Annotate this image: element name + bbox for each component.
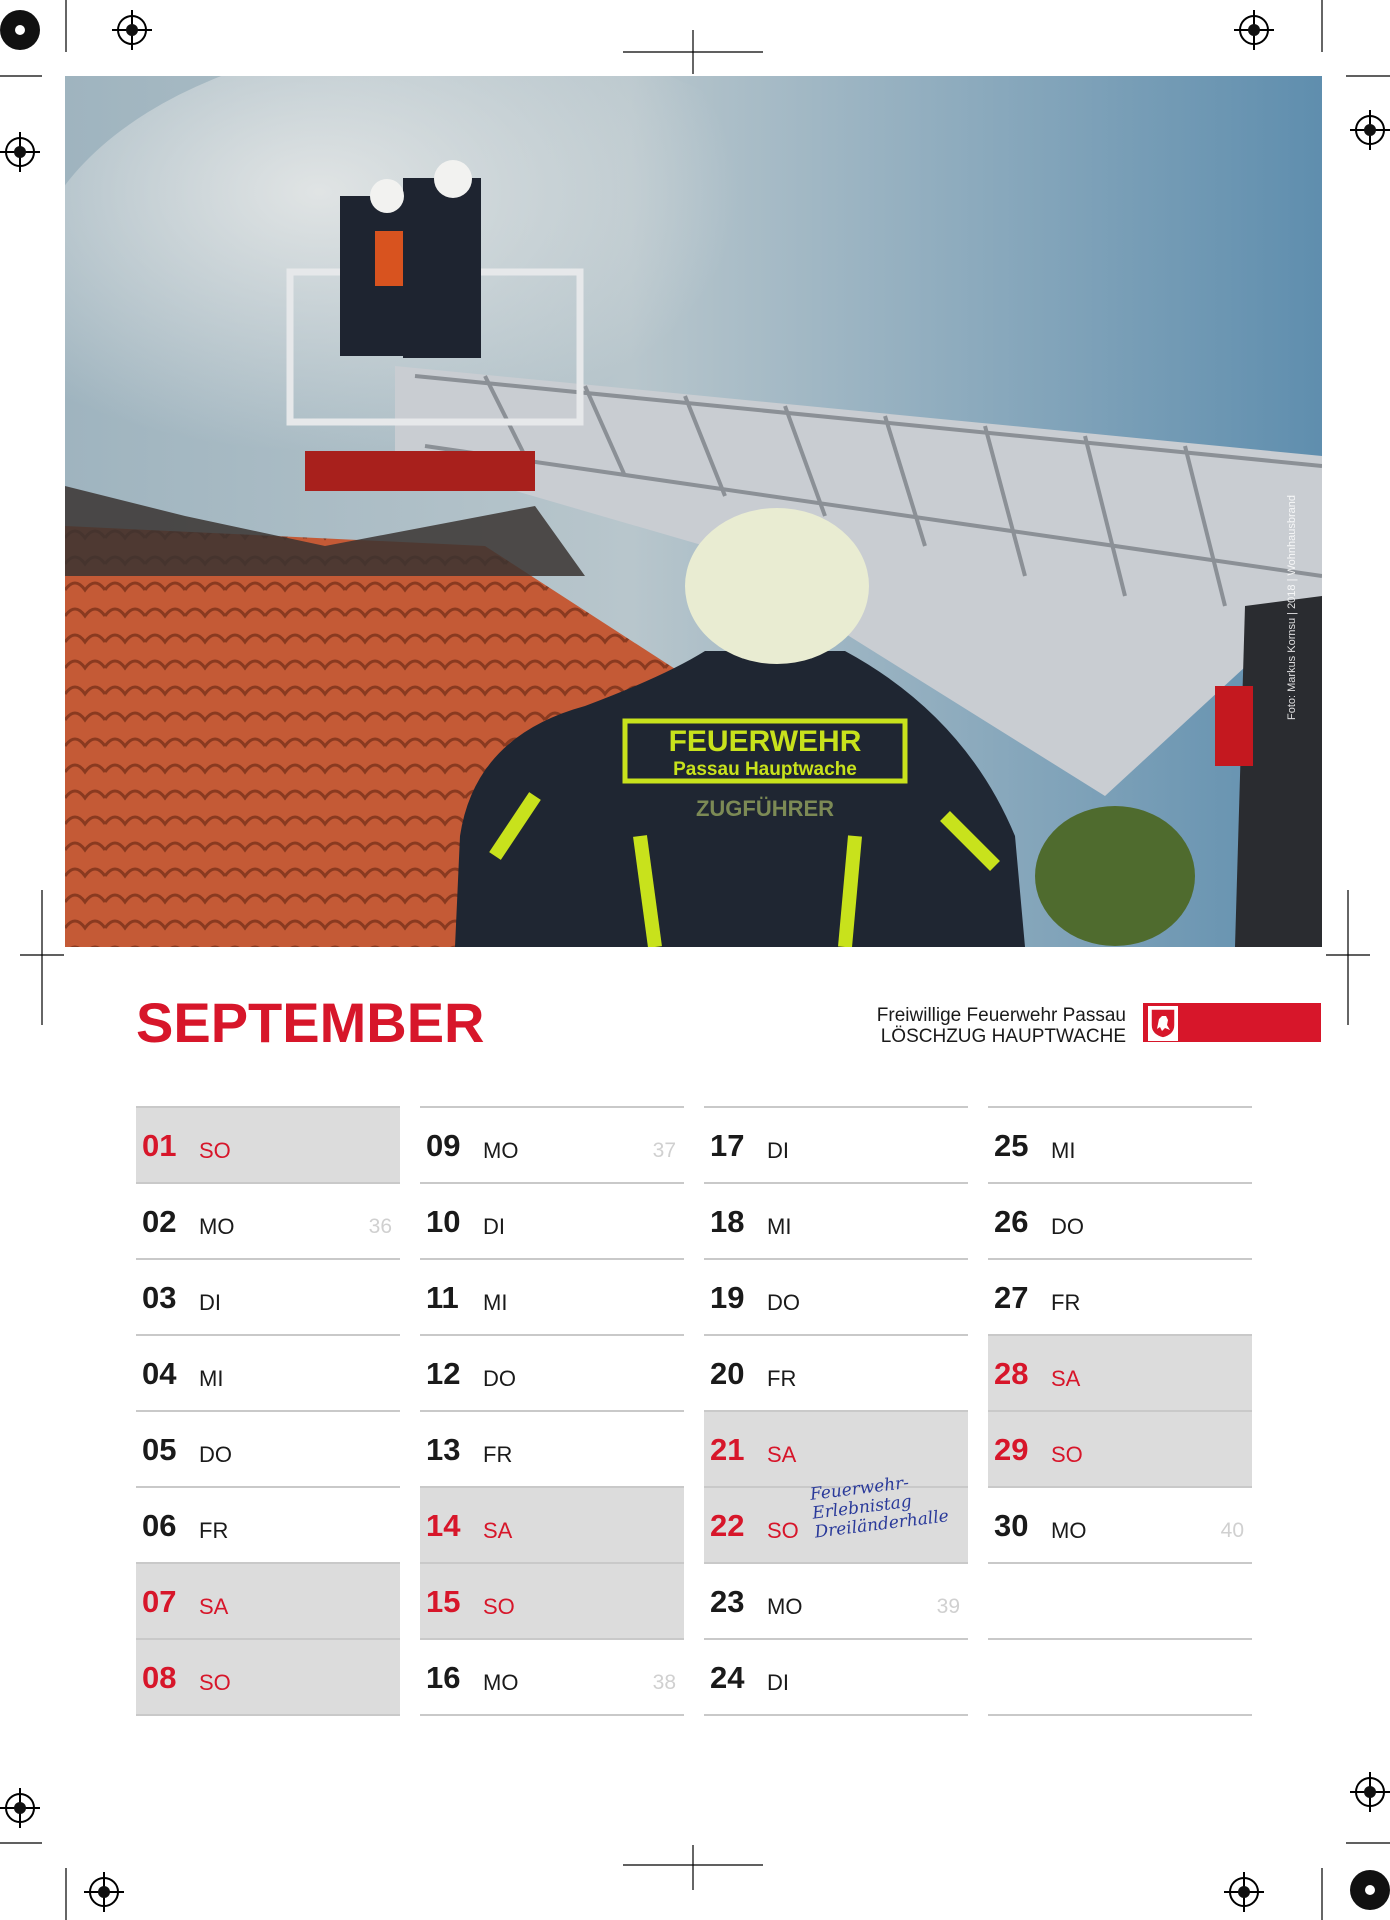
- calendar-column: [420, 1106, 684, 1716]
- day-cell: [136, 1334, 400, 1410]
- day-cell: [136, 1486, 400, 1562]
- day-number: 02: [142, 1204, 177, 1239]
- weekday-label: DI: [483, 1214, 505, 1239]
- weekday-label: MO: [767, 1594, 803, 1619]
- day-number: 13: [426, 1432, 461, 1467]
- day-cell: [704, 1562, 968, 1638]
- week-number: 37: [652, 1139, 676, 1162]
- calendar-column: [704, 1106, 968, 1716]
- weekday-label: SO: [199, 1670, 231, 1695]
- day-cell: [704, 1106, 968, 1182]
- day-number: 04: [142, 1356, 177, 1391]
- weekday-label: DO: [1051, 1214, 1084, 1239]
- day-number: 16: [426, 1660, 461, 1695]
- weekday-label: DI: [767, 1138, 789, 1163]
- day-number: 28: [994, 1356, 1029, 1391]
- day-number: 14: [426, 1508, 461, 1543]
- weekday-label: SA: [483, 1518, 513, 1543]
- month-title: SEPTEMBER: [136, 991, 485, 1054]
- day-cell: [420, 1182, 684, 1258]
- day-cell: [420, 1638, 684, 1716]
- day-number: 29: [994, 1432, 1029, 1467]
- day-cell: [988, 1486, 1252, 1562]
- day-cell: [420, 1486, 684, 1562]
- day-cell: [136, 1258, 400, 1334]
- handwritten-note: Feuerwehr- Erlebnistag Dreiländerhalle: [808, 1472, 950, 1543]
- day-number: 12: [426, 1356, 461, 1391]
- weekday-label: MO: [483, 1138, 519, 1163]
- day-number: 05: [142, 1432, 177, 1467]
- back-label-line2: Passau Hauptwache: [673, 759, 857, 780]
- weekday-label: DO: [199, 1442, 232, 1467]
- day-cell: [420, 1410, 684, 1486]
- week-number: 39: [936, 1595, 960, 1618]
- day-cell: [988, 1182, 1252, 1258]
- weekday-label: FR: [767, 1366, 797, 1391]
- day-cell: [420, 1106, 684, 1182]
- day-number: 20: [710, 1356, 745, 1391]
- day-cell: [136, 1106, 400, 1182]
- day-number: 24: [710, 1660, 745, 1695]
- day-cell: [420, 1334, 684, 1410]
- weekday-label: MI: [767, 1214, 792, 1239]
- day-cell: [988, 1334, 1252, 1410]
- city-crest-icon: [1148, 1006, 1178, 1041]
- calendar-column: [988, 1106, 1252, 1716]
- weekday-label: DO: [767, 1290, 800, 1315]
- day-cell: [420, 1562, 684, 1638]
- calendar-column: [136, 1106, 400, 1716]
- week-number: 40: [1220, 1519, 1244, 1542]
- week-number: 36: [368, 1215, 392, 1238]
- weekday-label: FR: [199, 1518, 229, 1543]
- weekday-label: DI: [767, 1670, 789, 1695]
- weekday-label: SA: [767, 1442, 797, 1467]
- day-number: 21: [710, 1432, 745, 1467]
- day-number: 18: [710, 1204, 745, 1239]
- weekday-label: SO: [1051, 1442, 1083, 1467]
- weekday-label: SA: [199, 1594, 229, 1619]
- weekday-label: FR: [1051, 1290, 1081, 1315]
- weekday-label: MO: [483, 1670, 519, 1695]
- weekday-label: MO: [199, 1214, 235, 1239]
- day-number: 06: [142, 1508, 177, 1543]
- day-cell: [704, 1472, 968, 1562]
- weekday-label: SO: [199, 1138, 231, 1163]
- weekday-label: MI: [199, 1366, 224, 1391]
- week-number: 38: [652, 1671, 676, 1694]
- day-number: 26: [994, 1204, 1029, 1239]
- day-number: 23: [710, 1584, 745, 1619]
- photo-credit: Foto: Markus Kornsu | 2018 | Wohnhausbrand: [1286, 494, 1298, 720]
- day-number: 10: [426, 1204, 461, 1239]
- organization-line1: Freiwillige Feuerwehr Passau: [876, 1005, 1126, 1026]
- weekday-label: MI: [1051, 1138, 1076, 1163]
- weekday-label: SO: [483, 1594, 515, 1619]
- day-number: 11: [426, 1280, 459, 1315]
- day-cell: [988, 1258, 1252, 1334]
- weekday-label: MO: [1051, 1518, 1087, 1543]
- day-cell: [136, 1638, 400, 1716]
- day-number: 07: [142, 1584, 177, 1619]
- day-number: 08: [142, 1660, 177, 1695]
- day-number: 19: [710, 1280, 745, 1315]
- day-number: 30: [994, 1508, 1029, 1543]
- day-cell: [420, 1258, 684, 1334]
- empty-day-cell: [988, 1638, 1252, 1716]
- day-cell: [136, 1562, 400, 1638]
- weekday-label: SO: [767, 1518, 799, 1543]
- day-number: 25: [994, 1128, 1029, 1163]
- day-number: 01: [142, 1128, 177, 1163]
- day-number: 17: [710, 1128, 745, 1163]
- day-cell: [136, 1410, 400, 1486]
- back-label-line1: FEUERWEHR: [668, 725, 862, 758]
- cover-photo: [65, 76, 1322, 947]
- organization-name: [877, 1005, 1126, 1047]
- day-number: 22: [710, 1508, 745, 1543]
- weekday-label: FR: [483, 1442, 513, 1467]
- weekday-label: MI: [483, 1290, 508, 1315]
- day-number: 03: [142, 1280, 177, 1315]
- day-cell: [988, 1106, 1252, 1182]
- day-number: 15: [426, 1584, 461, 1619]
- weekday-label: DO: [483, 1366, 516, 1391]
- day-cell: [704, 1334, 968, 1410]
- weekday-label: DI: [199, 1290, 221, 1315]
- day-cell: [704, 1258, 968, 1334]
- day-cell: [136, 1182, 400, 1258]
- day-cell: [704, 1638, 968, 1716]
- organization-line2: LÖSCHZUG HAUPTWACHE: [880, 1026, 1126, 1047]
- day-cell: [704, 1182, 968, 1258]
- day-number: 27: [994, 1280, 1029, 1315]
- empty-day-cell: [988, 1562, 1252, 1638]
- day-number: 09: [426, 1128, 461, 1163]
- day-cell: [988, 1410, 1252, 1486]
- back-label-line3: ZUGFÜHRER: [695, 796, 835, 821]
- weekday-label: SA: [1051, 1366, 1081, 1391]
